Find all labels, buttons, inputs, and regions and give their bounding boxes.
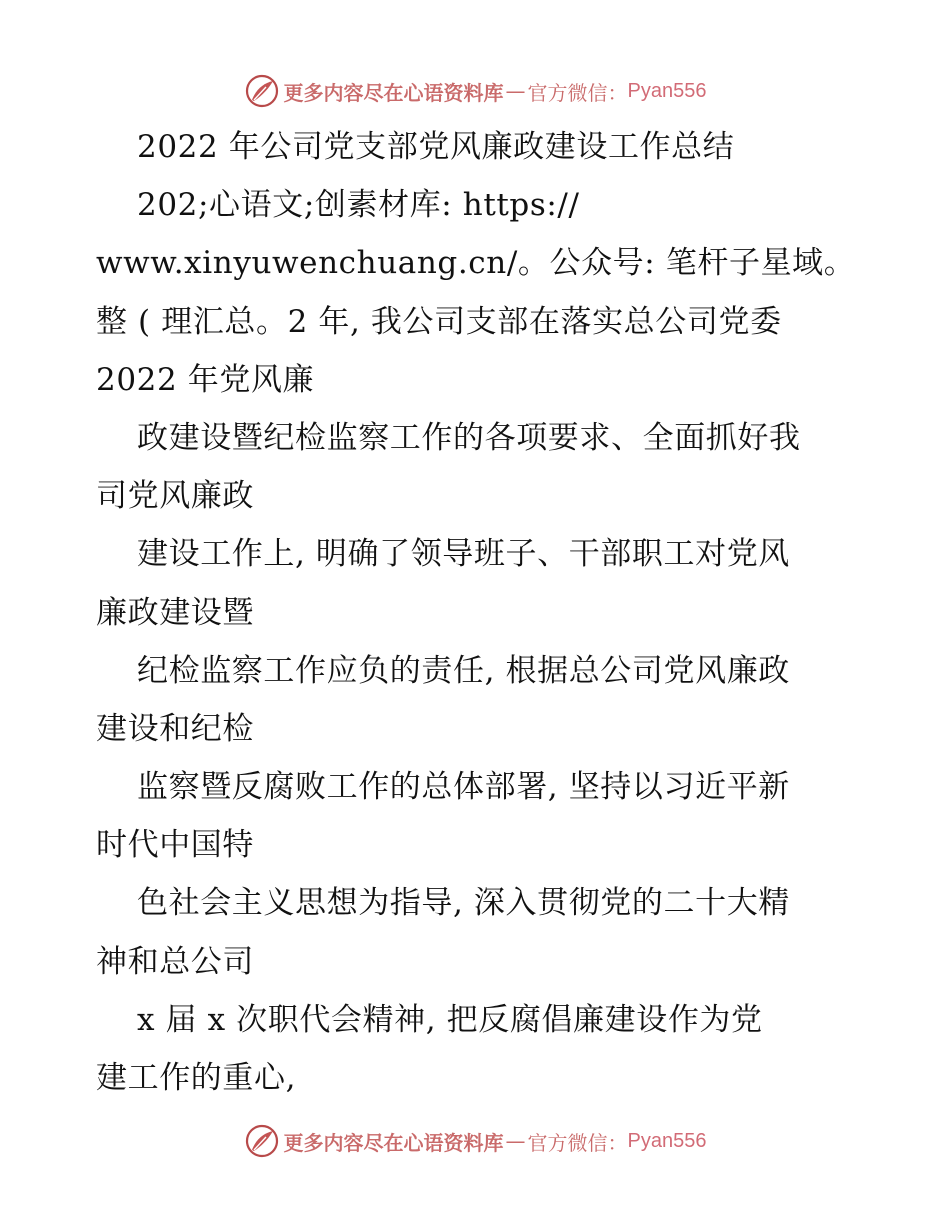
paragraph-line: 建工作的重心, xyxy=(96,1060,297,1096)
banner-title: 更多内容尽在心语资料库 xyxy=(283,1130,504,1155)
banner-official-label: 官方微信： xyxy=(527,80,628,105)
paragraph-line: 司党风廉政 xyxy=(96,478,254,515)
paragraph-line: 廉政建设暨 xyxy=(96,594,254,631)
banner-separator: — xyxy=(505,1129,526,1153)
paragraph-line: 2022 年党风廉 xyxy=(96,361,315,398)
banner-separator: — xyxy=(505,79,526,103)
paragraph-line: x 届 x 次职代会精神, 把反腐倡廉建设作为党 xyxy=(137,1001,763,1038)
paragraph-line: 纪检监察工作应负的责任, 根据总公司党风廉政 xyxy=(137,652,790,689)
paragraph-line: 政建设暨纪检监察工作的各项要求、全面抓好我 xyxy=(137,419,801,456)
pen-feather-logo-icon xyxy=(244,1123,280,1159)
document-title: 2022 年公司党支部党风廉政建设工作总结 xyxy=(137,129,735,165)
footer-watermark-banner xyxy=(0,1121,950,1161)
pen-feather-logo-icon xyxy=(244,73,280,109)
banner-official-label: 官方微信： xyxy=(527,1130,628,1155)
paragraph-line: 神和总公司 xyxy=(96,943,254,980)
document-body xyxy=(96,118,856,1107)
paragraph-line: www.xinyuwenchuang.cn/。公众号: 笔杆子星域。 xyxy=(96,245,856,282)
paragraph-line: 时代中国特 xyxy=(96,827,254,864)
header-watermark-banner xyxy=(0,71,950,111)
paragraph-line: 建设工作上, 明确了领导班子、干部职工对党风 xyxy=(137,536,790,573)
banner-wechat-id: Pyan556 xyxy=(627,1129,707,1152)
paragraph-line: 建设和纪检 xyxy=(96,710,254,747)
paragraph-line: 监察暨反腐败工作的总体部署, 坚持以习近平新 xyxy=(137,769,790,806)
paragraph-line: 整 ( 理汇总。2 年, 我公司支部在落实总公司党委 xyxy=(96,303,782,340)
banner-wechat-id: Pyan556 xyxy=(627,79,707,102)
paragraph-line: 202;心语文;创素材库: https:// xyxy=(137,187,580,224)
paragraph-line: 色社会主义思想为指导, 深入贯彻党的二十大精 xyxy=(137,885,790,922)
banner-title: 更多内容尽在心语资料库 xyxy=(283,80,504,105)
